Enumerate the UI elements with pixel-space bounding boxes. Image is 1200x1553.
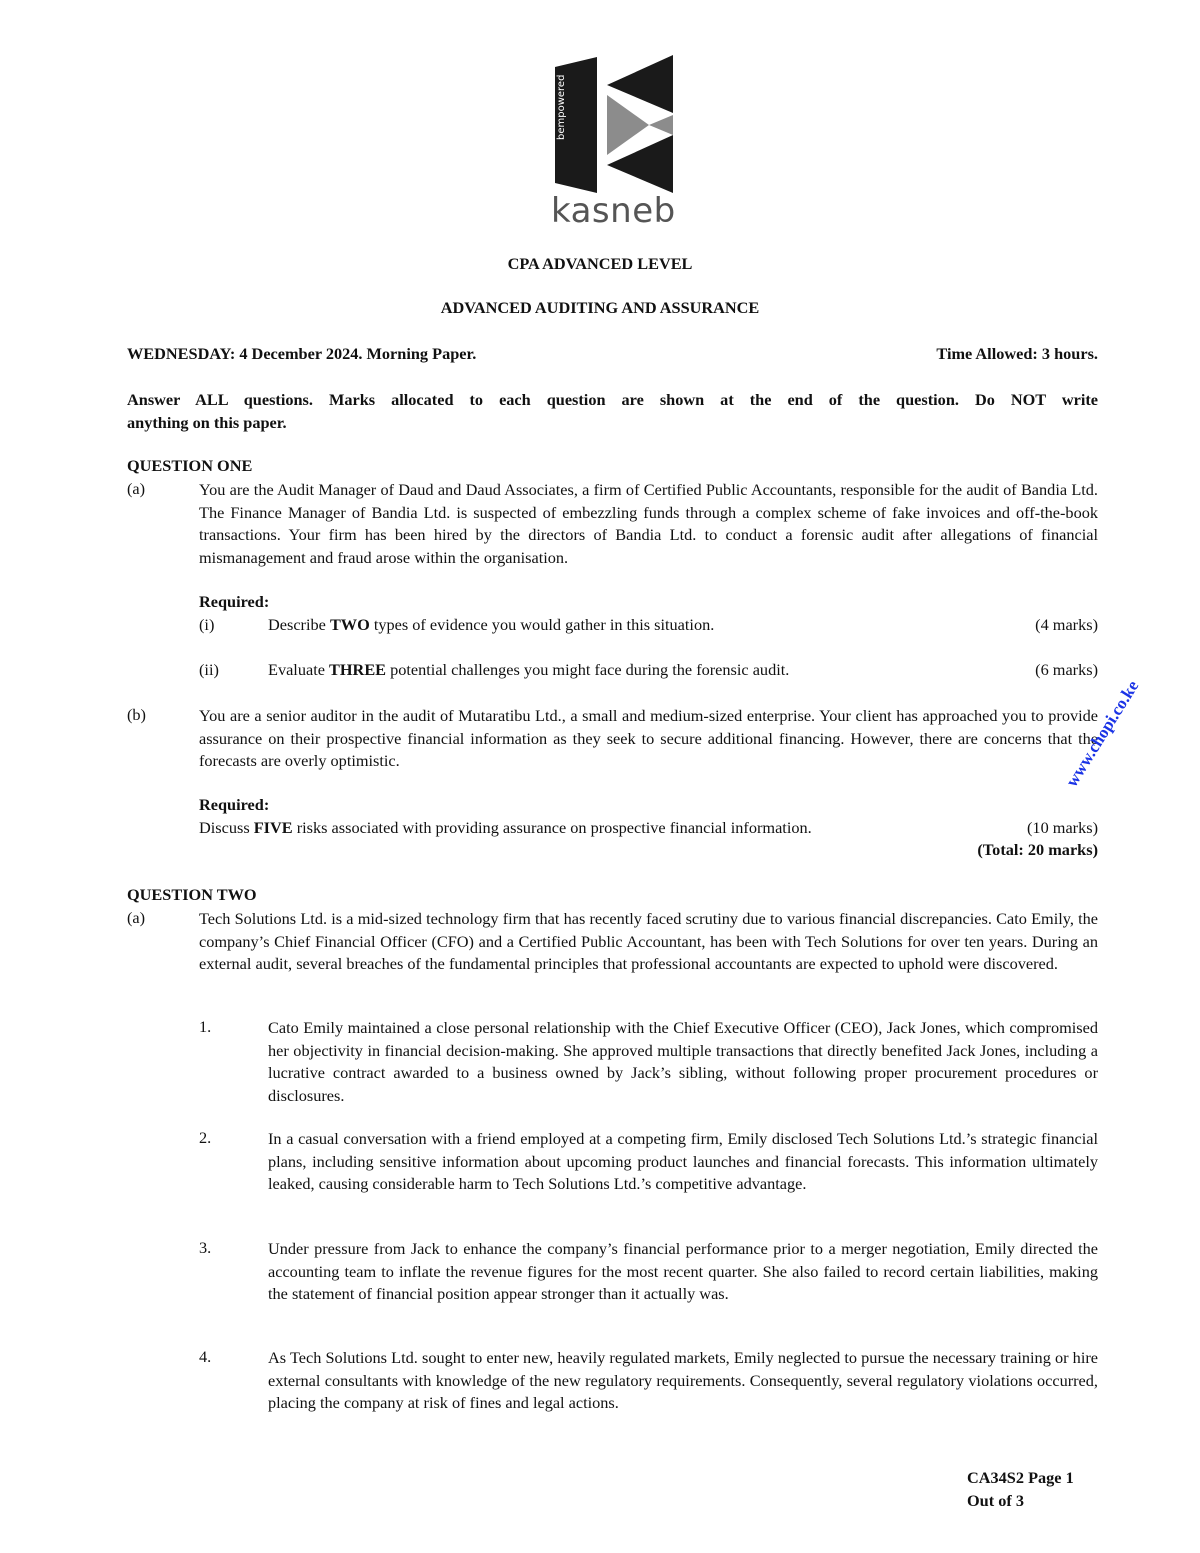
q1-ii-bold: THREE xyxy=(329,660,387,679)
q1-ii-pre: Evaluate xyxy=(268,660,330,679)
q1-i-text xyxy=(268,615,714,635)
q1-b-text: You are a senior auditor in the audit of Mutaratibu Ltd., a small and medium-sized enterprise. Your client has approached you to provide assurance on their prospective financial information as they seek to secure additional financing. However, there are concerns that the forecasts are overly optimistic. xyxy=(199,706,1098,771)
q2-item-2-text: In a casual conversation with a friend employed at a competing firm, Emily disclosed Tech Solutions Ltd.’s strategic financial plans, including sensitive information about upcoming product launches and financial forecasts. This information ultimately leaked, causing considerable harm to Tech Solutions Ltd.’s competitive advantage. xyxy=(268,1129,1098,1194)
instructions-line-1: Answer ALL questions. Marks allocated to each question are shown at the end of the question. Do NOT write xyxy=(127,390,1098,409)
q1-b-label: (b) xyxy=(127,705,146,724)
time-allowed: Time Allowed: 3 hours. xyxy=(936,344,1098,363)
logo-tagline: bempowered xyxy=(556,74,567,140)
q2-item-1-number: 1. xyxy=(199,1017,212,1036)
q2-a-label: (a) xyxy=(127,908,146,927)
question-two-heading: QUESTION TWO xyxy=(127,885,257,904)
q2-item-2-number: 2. xyxy=(199,1128,212,1147)
q1-i-bold: TWO xyxy=(329,615,370,634)
q1-i-pre: Describe xyxy=(268,615,330,634)
q1-ii-label: (ii) xyxy=(199,660,219,679)
q2-item-4-number: 4. xyxy=(199,1347,212,1366)
instructions xyxy=(127,389,1098,434)
kasneb-logo xyxy=(545,55,685,235)
subject-title: ADVANCED AUDITING AND ASSURANCE xyxy=(440,298,760,317)
q2-item-4-text: As Tech Solutions Ltd. sought to enter new, heavily regulated markets, Emily neglected to pursue the necessary training or hire external consultants with knowledge of the new regulatory requirements. Consequently, several regulatory violations occurred, placing the company at risk of fines and legal actions. xyxy=(268,1348,1098,1413)
q1-total-marks: (Total: 20 marks) xyxy=(977,840,1098,859)
logo-wordmark: kasneb xyxy=(551,191,676,231)
q1-a-label: (a) xyxy=(127,479,146,498)
q1-a-text: You are the Audit Manager of Daud and Daud Associates, a firm of Certified Public Accountants, responsible for the audit of Bandia Ltd. The Finance Manager of Bandia Ltd. is suspected of embezzling funds through a complex scheme of fake invoices and off-the-book transactions. Your firm has been hired by the directors of Bandia Ltd. to conduct a forensic audit after allegations of financial mismanagement and fraud arose within the organisation. xyxy=(199,480,1098,567)
q1-ii-text xyxy=(268,660,789,680)
exam-date: WEDNESDAY: 4 December 2024. Morning Paper. xyxy=(127,344,477,363)
q1-ii-post: potential challenges you might face during the forensic audit. xyxy=(386,660,790,679)
instructions-line-2: anything on this paper. xyxy=(127,412,287,432)
question-one-heading: QUESTION ONE xyxy=(127,456,253,475)
q2-a-text: Tech Solutions Ltd. is a mid-sized technology firm that has recently faced scrutiny due to various financial discrepancies. Cato Emily, the company’s Chief Financial Officer (CFO) and a Certified Public Accountant, has been with Tech Solutions for over ten years. During an external audit, several breaches of the fundamental principles that professional accountants are expected to uphold were discovered. xyxy=(199,909,1098,974)
q1-b-post: risks associated with providing assurance on prospective financial information. xyxy=(292,818,812,837)
q1-ii-marks: (6 marks) xyxy=(1035,660,1098,679)
level-title: CPA ADVANCED LEVEL xyxy=(507,254,693,273)
q2-item-1-text: Cato Emily maintained a close personal relationship with the Chief Executive Officer (CEO), Jack Jones, which compromised her objectivity in financial decision-making. She approved multiple transactions that directly benefited Jack Jones, including a lucrative contract awarded to a business owned by Jack’s sibling, without following proper procurement procedures or disclosures. xyxy=(268,1018,1098,1105)
q1-b-marks: (10 marks) xyxy=(1027,818,1098,837)
q1-b-task xyxy=(199,818,812,838)
q1-i-marks: (4 marks) xyxy=(1035,615,1098,634)
page-out-of: Out of 3 xyxy=(967,1491,1024,1510)
q1-b-bold: FIVE xyxy=(253,818,293,837)
q1-i-label: (i) xyxy=(199,615,215,634)
q1-required-label: Required: xyxy=(199,592,270,611)
q1-b-required-label: Required: xyxy=(199,795,270,814)
q1-b-pre: Discuss xyxy=(199,818,254,837)
q2-item-3-text: Under pressure from Jack to enhance the company’s financial performance prior to a merger negotiation, Emily directed the accounting team to inflate the revenue figures for the most recent quarter. She also failed to record certain liabilities, making the statement of financial position appear stronger than it actually was. xyxy=(268,1239,1098,1304)
q2-item-3-number: 3. xyxy=(199,1238,212,1257)
watermark-url: www.chopi.co.ke xyxy=(1062,677,1143,791)
q1-i-post: types of evidence you would gather in this situation. xyxy=(369,615,715,634)
page-code: CA34S2 Page 1 xyxy=(967,1468,1074,1487)
